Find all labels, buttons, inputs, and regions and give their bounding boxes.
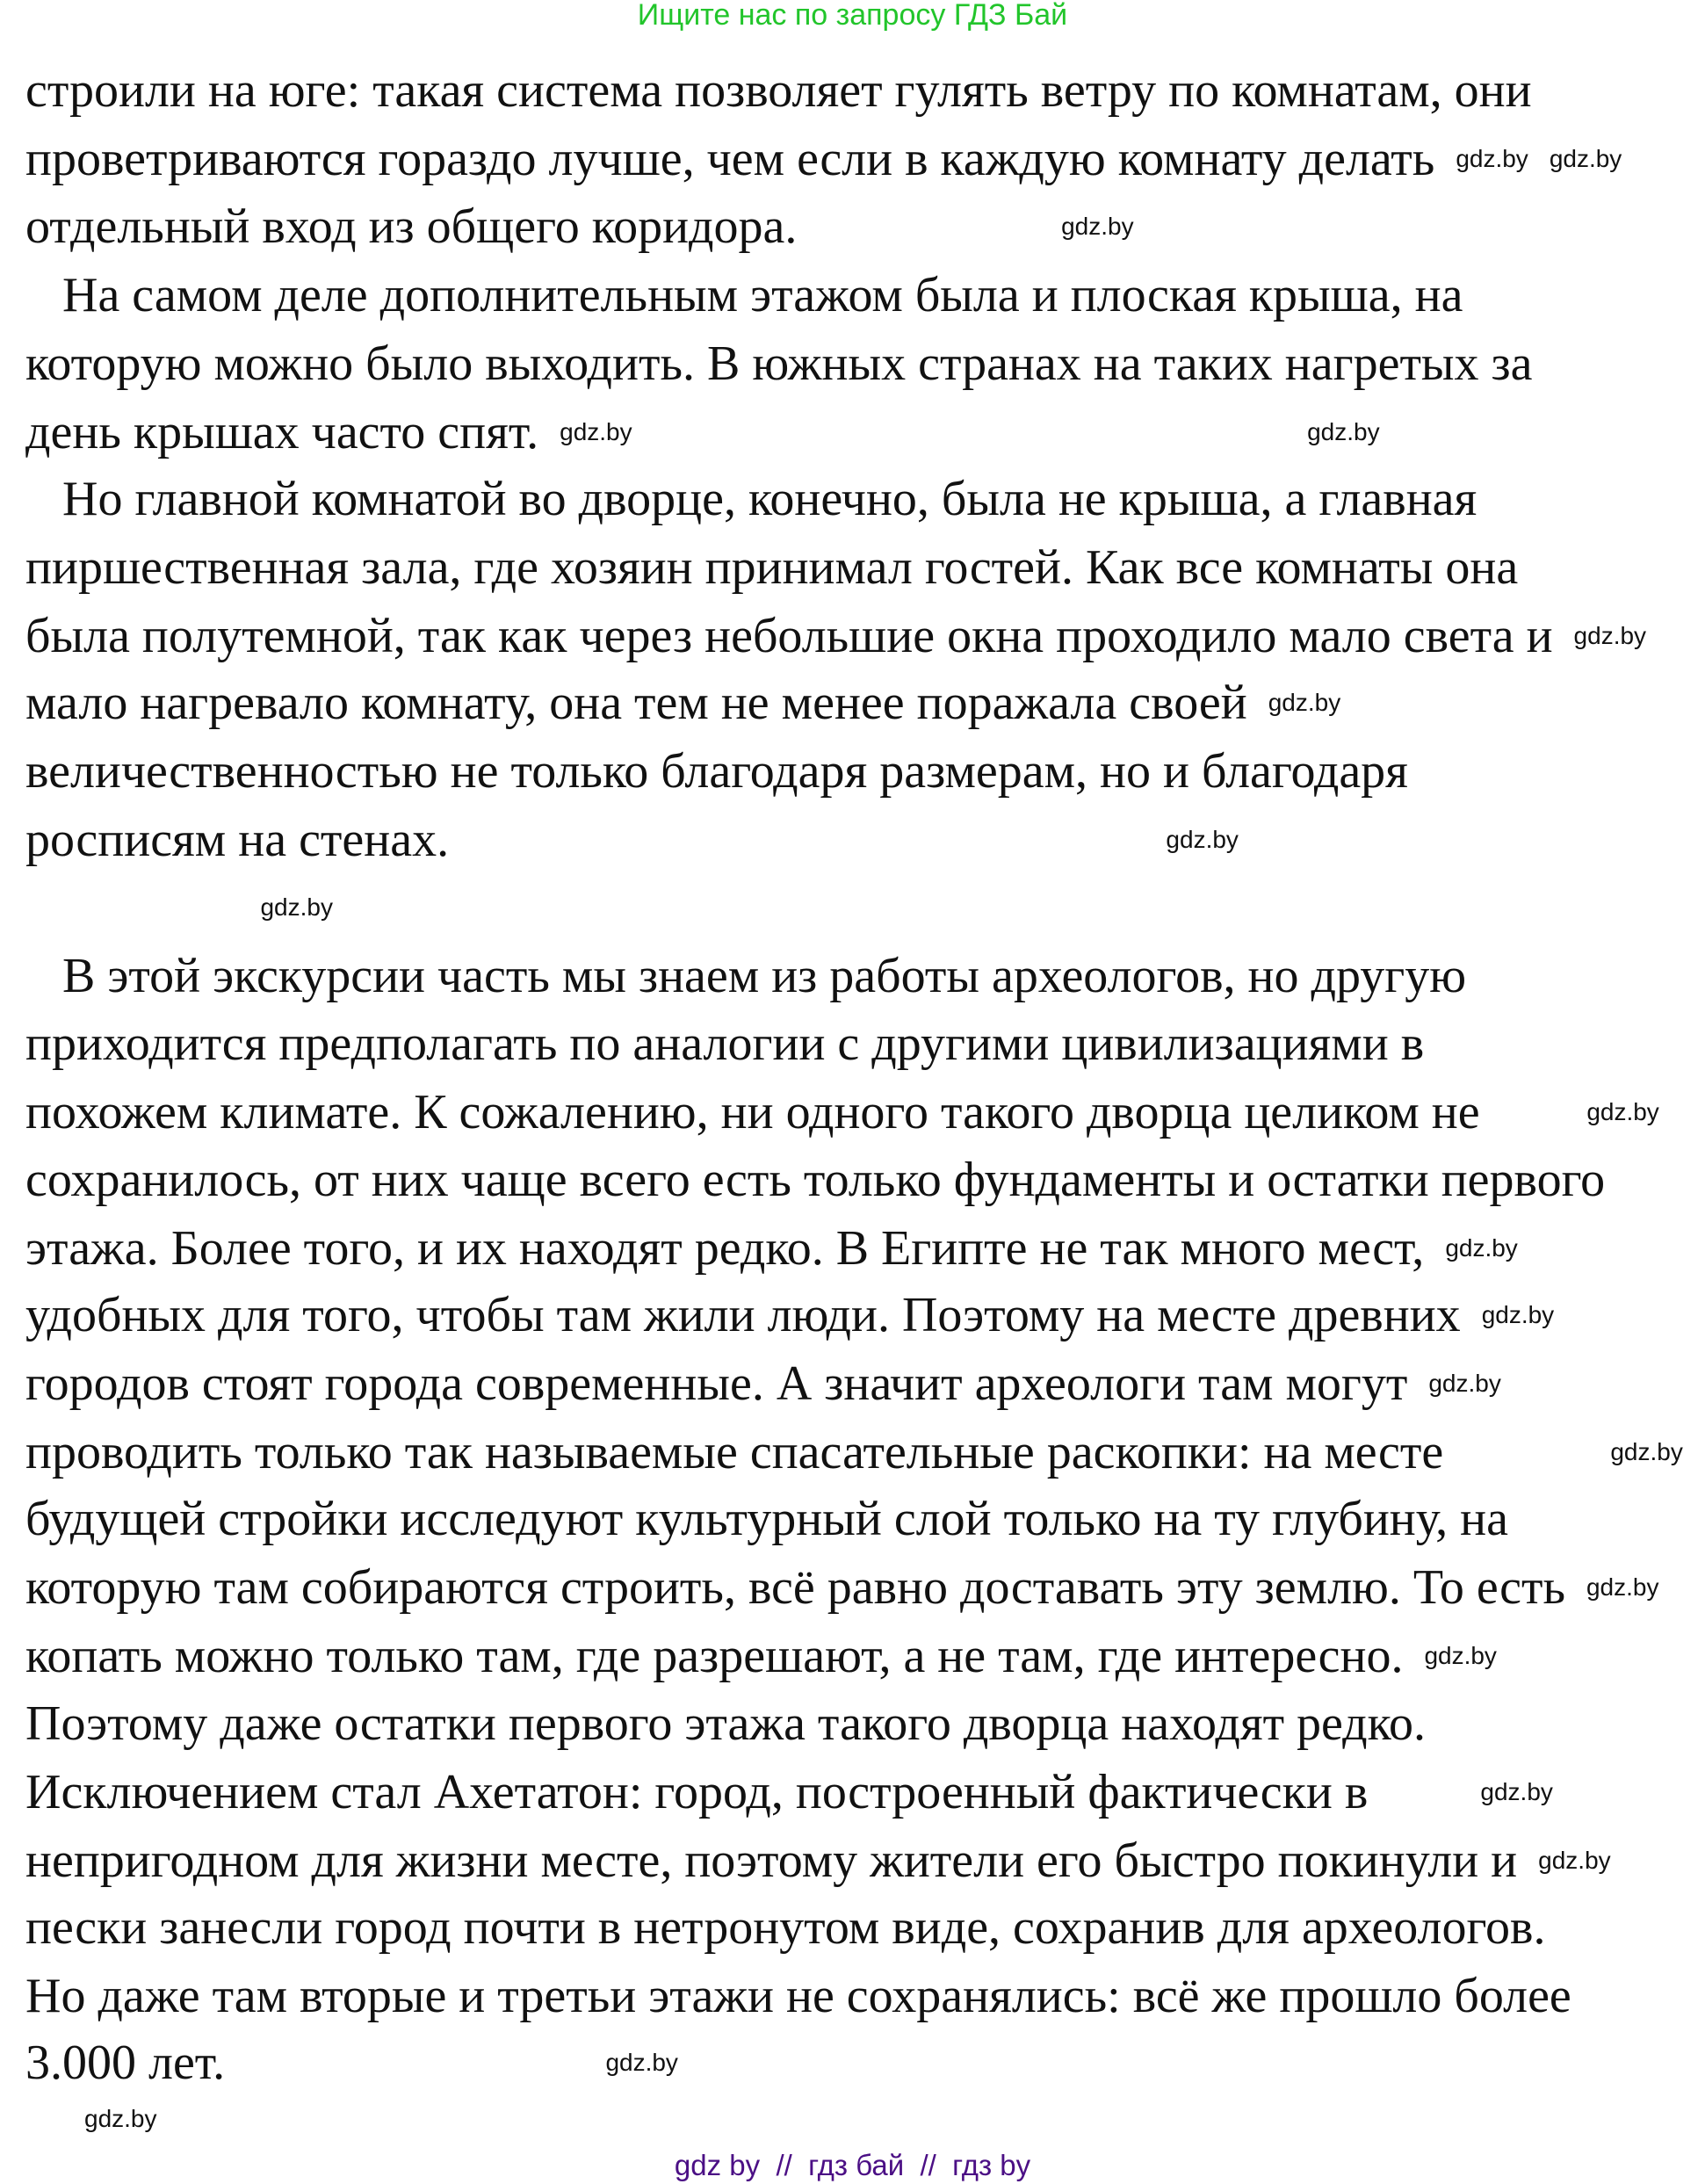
watermark-text: gdz.by bbox=[605, 2049, 678, 2077]
footer-banner: gdz by // гдз бай // гдз by bbox=[674, 2149, 1031, 2181]
text-line: Поэтому даже остатки первого этажа такого дворца находят редко. bbox=[25, 1696, 1427, 1751]
text-line: строили на юге: такая система позволяет гулять ветру по комнатам, они bbox=[25, 63, 1532, 119]
text-line: Исключением стал Ахетатон: город, построенный фактически в bbox=[25, 1764, 1369, 1819]
watermark-text: gdz.by bbox=[1573, 621, 1647, 649]
text-line: На самом деле дополнительным этажом была и плоская крыша, на bbox=[25, 267, 1463, 322]
watermark-text: gdz.by bbox=[1428, 1370, 1501, 1398]
text-line: проводить только так называемые спасательные раскопки: на месте bbox=[25, 1425, 1444, 1480]
watermark-text: gdz.by bbox=[1586, 1573, 1659, 1602]
text-line: пиршественная зала, где хозяин принимал гостей. Как все комнаты она bbox=[25, 539, 1519, 595]
text-line: Но главной комнатой во дворце, конечно, была не крыша, а главная bbox=[25, 471, 1477, 526]
watermark-text: gdz.by bbox=[560, 417, 632, 445]
text-line: непригодном для жизни месте, поэтому жители его быстро покинули и bbox=[25, 1833, 1518, 1888]
text-line: Но даже там вторые и третьи этажи не сохранялись: всё же прошло более bbox=[25, 1968, 1571, 2023]
text-line: приходится предполагать по аналогии с другими цивилизациями в bbox=[25, 1016, 1425, 1072]
text-line: похожем климате. К сожалению, ни одного такого дворца целиком не bbox=[25, 1085, 1480, 1140]
watermark-text: gdz.by bbox=[1166, 826, 1239, 854]
watermark-text: gdz.by bbox=[1424, 1642, 1497, 1670]
watermark-text: gdz.by bbox=[1307, 417, 1380, 445]
text-line: будущей стройки исследуют культурный слой только на ту глубину, на bbox=[25, 1492, 1508, 1547]
text-line: копать можно только там, где разрешают, а не там, где интересно. bbox=[25, 1629, 1404, 1684]
watermark-text: gdz.by bbox=[1610, 1438, 1683, 1466]
text-line: отдельный вход из общего коридора. bbox=[25, 199, 798, 254]
header-banner: Ищите нас по запросу ГДЗ Бай bbox=[637, 0, 1068, 32]
text-line: которую там собираются строить, всё равно доставать эту землю. То есть bbox=[25, 1560, 1565, 1616]
text-line: 3.000 лет. bbox=[25, 2036, 226, 2091]
text-line: удобных для того, чтобы там жили люди. Поэтому на месте древних bbox=[25, 1288, 1461, 1343]
text-line: городов стоят города современные. А значит археологи там могут bbox=[25, 1356, 1408, 1412]
watermark-text: gdz.by bbox=[1061, 212, 1134, 240]
watermark-text: gdz.by bbox=[260, 893, 333, 922]
text-line: была полутемной, так как через небольшие окна проходило мало света и bbox=[25, 608, 1553, 663]
text-line: сохранилось, от них чаще всего есть только фундаменты и остатки первого bbox=[25, 1152, 1606, 1207]
watermark-text: gdz.by bbox=[1456, 145, 1528, 173]
watermark-text: gdz.by bbox=[1586, 1098, 1659, 1126]
watermark-text: gdz.by bbox=[1549, 145, 1622, 173]
text-line: пески занесли город почти в нетронутом виде, сохранив для археологов. bbox=[25, 1899, 1546, 1955]
watermark-text: gdz.by bbox=[1445, 1233, 1518, 1262]
watermark-text: gdz.by bbox=[1268, 689, 1341, 717]
text-line: мало нагревало комнату, она тем не менее поражала своей bbox=[25, 676, 1247, 731]
text-line: этажа. Более того, и их находят редко. В Египте не так много мест, bbox=[25, 1220, 1425, 1276]
text-line: проветриваются гораздо лучше, чем если в каждую комнату делать bbox=[25, 132, 1435, 187]
text-line: день крышах часто спят. bbox=[25, 404, 539, 459]
text-line: В этой экскурсии часть мы знаем из работы археологов, но другую bbox=[25, 948, 1467, 1003]
text-line: росписям на стенах. bbox=[25, 813, 450, 868]
watermark-text: gdz.by bbox=[1480, 1777, 1553, 1805]
text-line: которую можно было выходить. В южных странах на таких нагретых за bbox=[25, 336, 1533, 391]
watermark-text: gdz.by bbox=[84, 2105, 157, 2132]
text-line: величественностью не только благодаря размерам, но и благодаря bbox=[25, 744, 1408, 799]
watermark-text: gdz.by bbox=[1538, 1846, 1611, 1874]
watermark-text: gdz.by bbox=[1481, 1301, 1555, 1329]
